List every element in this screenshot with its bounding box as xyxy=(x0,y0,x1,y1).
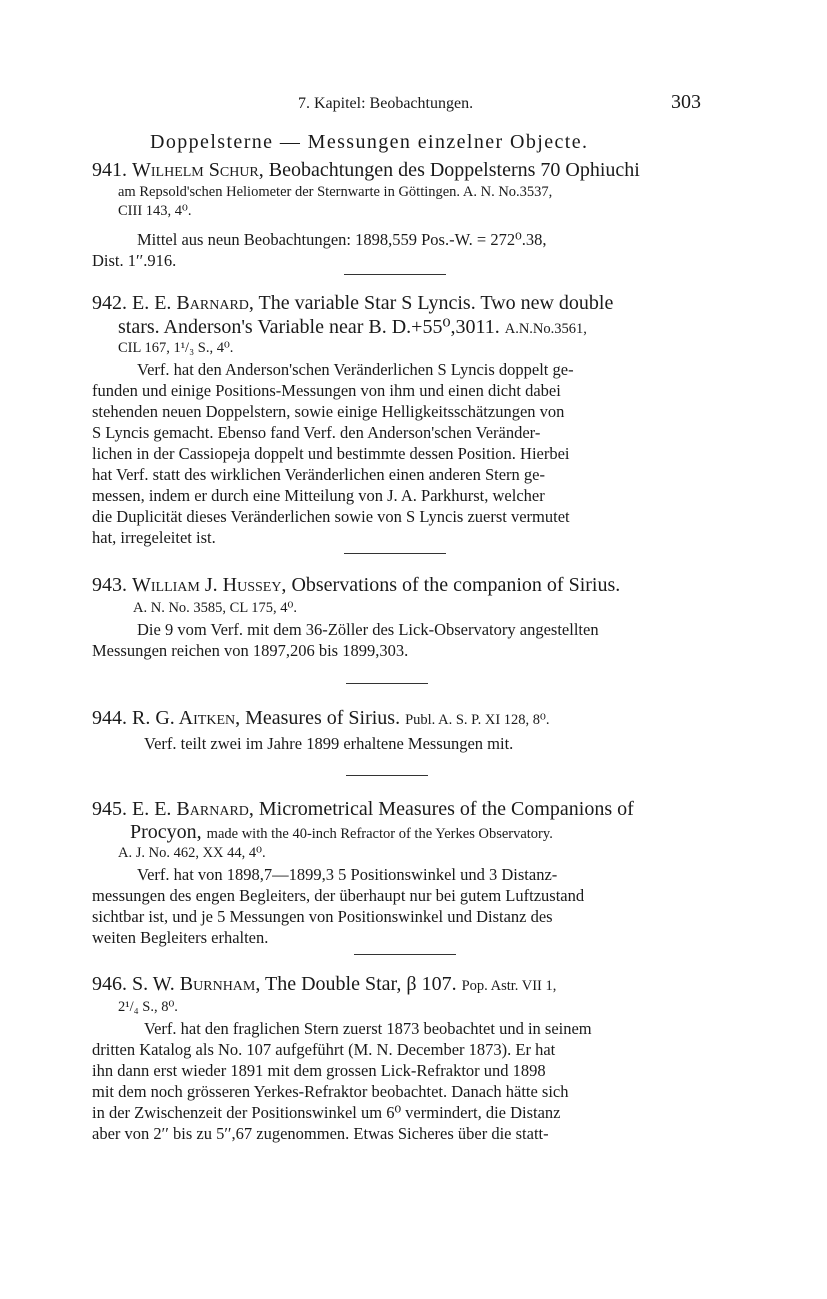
entry-title: Beobachtungen des Doppelsterns 70 Ophiuchi xyxy=(268,159,640,181)
entry-title: The variable Star S Lyncis. Two new double xyxy=(258,292,614,314)
entry-title-cont: Procyon, xyxy=(130,821,202,843)
entry-945-body-4: weiten Begleiters erhalten. xyxy=(92,928,269,947)
entry-943-heading xyxy=(92,573,620,597)
entry-946-body-5: in der Zwischenzeit der Positionswinkel um 6⁰ vermindert, die Distanz xyxy=(92,1103,561,1122)
entry-author: E. E. Barnard, xyxy=(132,798,254,820)
entry-941-heading xyxy=(92,158,640,182)
entry-946-body-6: aber von 2′′ bis zu 5′′,67 zugenommen. Etwas Sicheres über die statt- xyxy=(92,1124,549,1143)
entry-944-body-1: Verf. teilt zwei im Jahre 1899 erhaltene Messungen mit. xyxy=(144,734,514,753)
entry-943-body-2: Messungen reichen von 1897,206 bis 1899,303. xyxy=(92,641,409,660)
entry-946-heading xyxy=(92,972,556,996)
separator-rule xyxy=(346,683,428,684)
entry-945-heading xyxy=(92,797,634,821)
entry-title: Micrometrical Measures of the Companions of xyxy=(258,798,634,820)
entry-source-inline: Pop. Astr. VII 1, xyxy=(461,978,557,994)
entry-941-body-2: Dist. 1′′.916. xyxy=(92,251,177,270)
entry-945-body-2: messungen des engen Begleiters, der überhaupt nur bei gutem Luftzustand xyxy=(92,886,585,905)
entry-942-body-5: lichen in der Cassiopeja doppelt und bestimmte dessen Position. Hierbei xyxy=(92,444,570,463)
entry-title: Measures of Sirius. xyxy=(245,707,401,729)
entry-942-body-1: Verf. hat den Anderson'schen Veränderlichen S Lyncis doppelt ge- xyxy=(137,360,574,379)
page-number: 303 xyxy=(671,91,701,113)
entry-942-body-9: hat, irregeleitet ist. xyxy=(92,528,216,547)
entry-942-heading-2 xyxy=(118,315,587,339)
entry-946-body-4: mit dem noch grösseren Yerkes-Refraktor beobachtet. Danach hätte sich xyxy=(92,1082,569,1101)
entry-title: Observations of the companion of Sirius. xyxy=(291,574,621,596)
entry-author: Wilhelm Schur, xyxy=(132,159,264,181)
entry-942-body-7: messen, indem er durch eine Mitteilung von J. A. Parkhurst, welcher xyxy=(92,486,545,505)
entry-945-body-1: Verf. hat von 1898,7—1899,3 5 Positionswinkel und 3 Distanz- xyxy=(137,865,558,884)
entry-number: 943. xyxy=(92,574,127,596)
entry-author: S. W. Burnham, xyxy=(132,973,261,995)
entry-946-source-1: 2¹/₄ S., 8⁰. xyxy=(118,999,178,1015)
entry-941-source-2: CIII 143, 4⁰. xyxy=(118,203,192,219)
entry-number: 945. xyxy=(92,798,127,820)
entry-number: 944. xyxy=(92,707,127,729)
separator-rule xyxy=(344,553,446,554)
entry-942-heading xyxy=(92,291,613,315)
entry-941-source-1: am Repsold'schen Heliometer der Sternwarte in Göttingen. A. N. No.3537, xyxy=(118,184,553,200)
entry-number: 942. xyxy=(92,292,127,314)
entry-942-body-3: stehenden neuen Doppelstern, sowie einige Helligkeitsschätzungen von xyxy=(92,402,565,421)
entry-946-body-2: dritten Katalog als No. 107 aufgeführt (M. N. December 1873). Er hat xyxy=(92,1040,556,1059)
entry-number: 941. xyxy=(92,159,127,181)
entry-author: William J. Hussey, xyxy=(132,574,287,596)
separator-rule xyxy=(354,954,456,955)
entry-943-source-1: A. N. No. 3585, CL 175, 4⁰. xyxy=(133,600,297,616)
entry-title-cont: stars. Anderson's Variable near B. D.+55⁰,3011. xyxy=(118,316,500,338)
section-title: Doppelsterne — Messungen einzelner Objecte. xyxy=(150,131,589,153)
entry-author: E. E. Barnard, xyxy=(132,292,254,314)
entry-946-body-3: ihn dann erst wieder 1891 mit dem grossen Lick-Refraktor und 1898 xyxy=(92,1061,546,1080)
entry-946-body-1: Verf. hat den fraglichen Stern zuerst 1873 beobachtet und in seinem xyxy=(144,1019,592,1038)
entry-source-inline: Publ. A. S. P. XI 128, 8⁰. xyxy=(405,712,550,728)
entry-number: 946. xyxy=(92,973,127,995)
entry-title: The Double Star, β 107. xyxy=(265,973,457,995)
entry-945-body-3: sichtbar ist, und je 5 Messungen von Positionswinkel und Distanz des xyxy=(92,907,553,926)
entry-source-inline: A.N.No.3561, xyxy=(504,321,587,337)
entry-944-heading xyxy=(92,706,550,730)
entry-942-body-8: die Duplicität dieses Veränderlichen sowie von S Lyncis zuerst vermutet xyxy=(92,507,570,526)
entry-945-heading-2 xyxy=(130,820,553,844)
entry-941-body-1: Mittel aus neun Beobachtungen: 1898,559 Pos.-W. = 272⁰.38, xyxy=(137,230,547,249)
entry-942-body-6: hat Verf. statt des wirklichen Veränderlichen einen anderen Stern ge- xyxy=(92,465,545,484)
entry-942-body-2: funden und einige Positions-Messungen von ihm und einen dicht dabei xyxy=(92,381,561,400)
entry-author: R. G. Aitken, xyxy=(132,707,241,729)
entry-943-body-1: Die 9 vom Verf. mit dem 36-Zöller des Lick-Observatory angestellten xyxy=(137,620,599,639)
separator-rule xyxy=(346,775,428,776)
entry-title-small: made with the 40-inch Refractor of the Yerkes Observatory. xyxy=(206,826,553,842)
separator-rule xyxy=(344,274,446,275)
running-title: 7. Kapitel: Beobachtungen. xyxy=(298,95,474,112)
entry-945-source-1: A. J. No. 462, XX 44, 4⁰. xyxy=(118,845,266,861)
entry-942-body-4: S Lyncis gemacht. Ebenso fand Verf. den Anderson'schen Veränder- xyxy=(92,423,541,442)
entry-942-source-1: CIL 167, 1¹/₃ S., 4⁰. xyxy=(118,340,234,356)
